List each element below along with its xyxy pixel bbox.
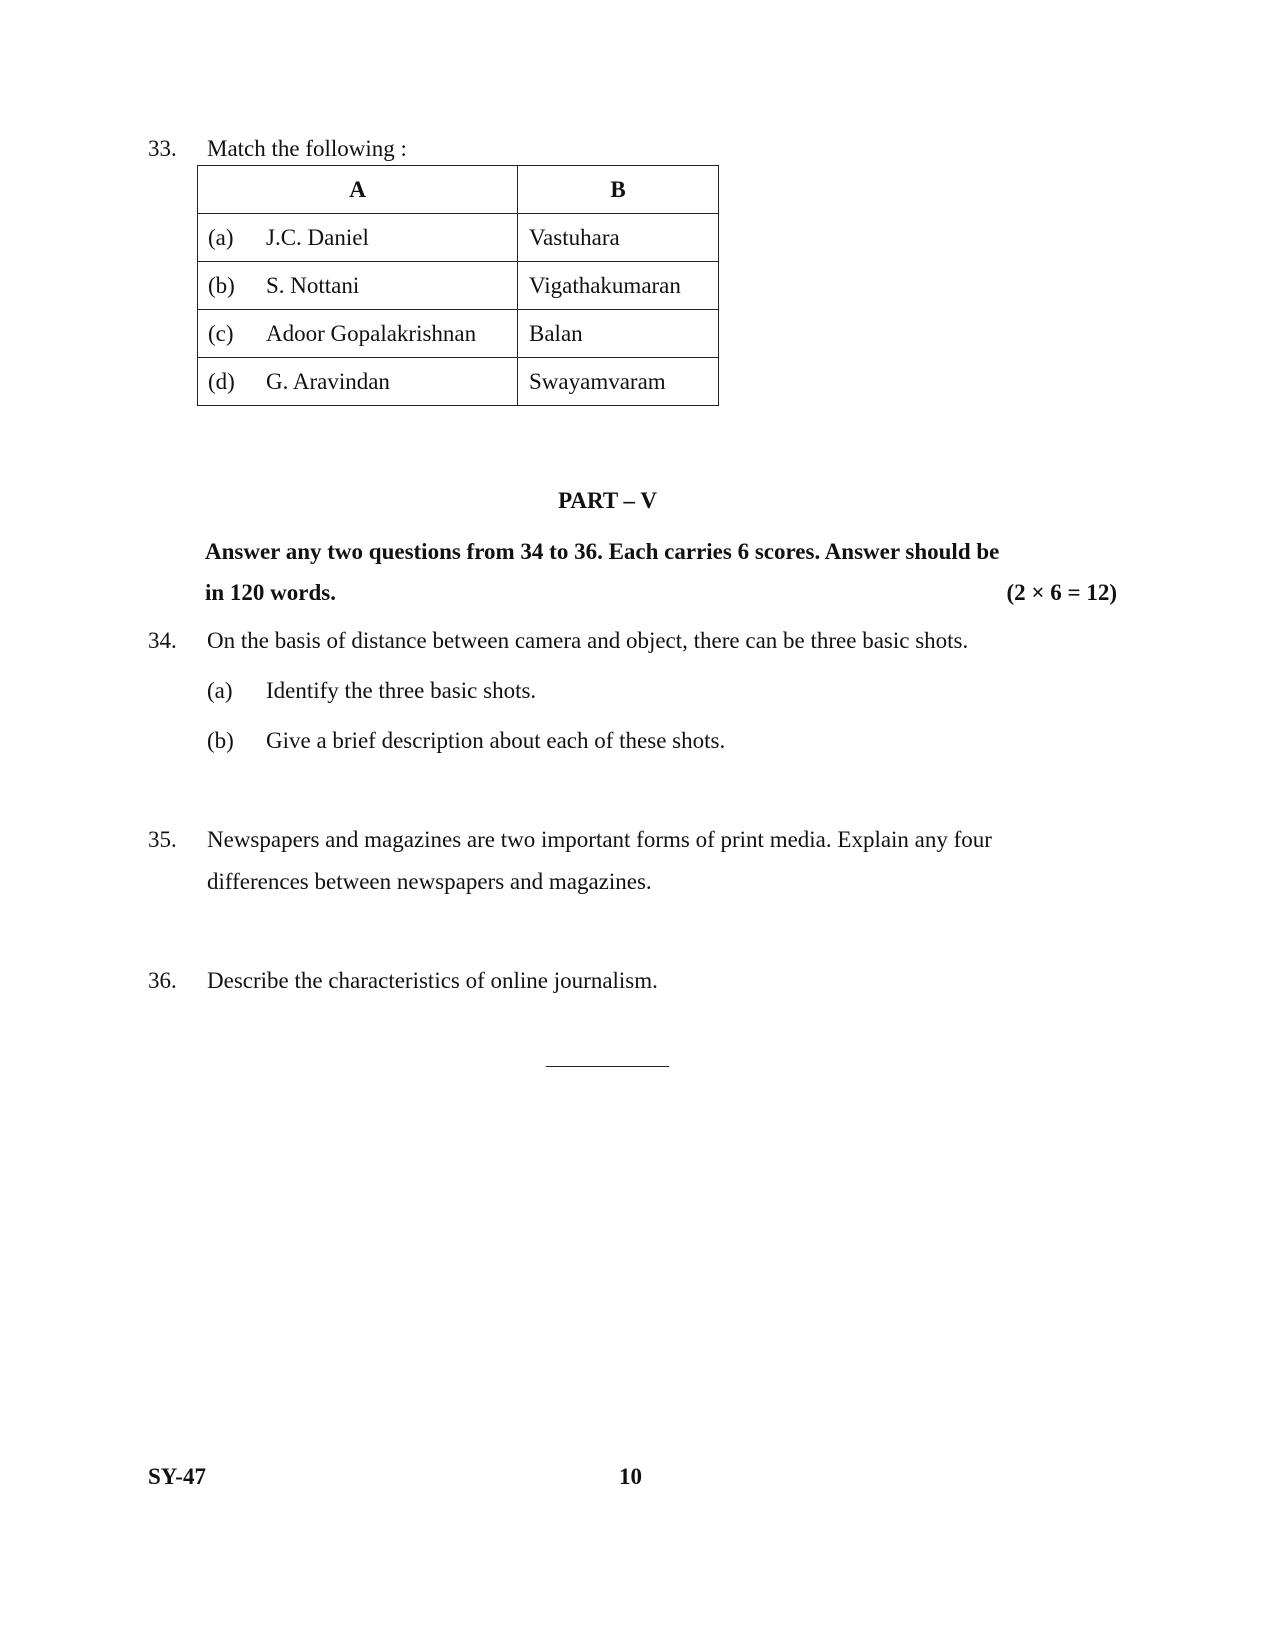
subquestion-text: Identify the three basic shots. — [266, 678, 537, 703]
cell-a — [198, 358, 518, 406]
row-label: (b) — [208, 272, 235, 298]
section-instruction-continued: in 120 words. — [205, 580, 336, 605]
cell-a — [198, 310, 518, 358]
question-number: 35. — [148, 827, 177, 852]
marks-allocation: (2 × 6 = 12) — [1006, 580, 1117, 605]
row-item-b: Balan — [518, 310, 719, 358]
column-header-b: B — [518, 166, 719, 214]
question-number: 34. — [148, 628, 177, 653]
cell-a — [198, 262, 518, 310]
question-text: Describe the characteristics of online journalism. — [207, 968, 658, 993]
subquestion-label: (b) — [207, 728, 234, 753]
column-header-a: A — [198, 166, 518, 214]
subquestion-text: Give a brief description about each of these shots. — [266, 728, 726, 753]
table-row — [198, 262, 719, 310]
table-row — [198, 358, 719, 406]
row-item-a: G. Aravindan — [266, 368, 390, 394]
page-number: 10 — [619, 1464, 642, 1489]
question-text: Newspapers and magazines are two important forms of print media. Explain any four — [207, 827, 992, 852]
question-number: 33. — [148, 136, 177, 161]
match-table — [197, 165, 719, 406]
table-row — [198, 310, 719, 358]
section-instruction: Answer any two questions from 34 to 36. Each carries 6 scores. Answer should be — [205, 539, 1000, 564]
section-title: PART – V — [558, 488, 657, 513]
row-item-b: Vigathakumaran — [518, 262, 719, 310]
paper-code: SY-47 — [148, 1464, 206, 1489]
end-divider — [546, 1066, 669, 1067]
table-row — [198, 214, 719, 262]
cell-a — [198, 214, 518, 262]
table-header-row — [198, 166, 719, 214]
row-label: (d) — [208, 368, 235, 394]
row-item-b: Swayamvaram — [518, 358, 719, 406]
row-item-a: S. Nottani — [266, 272, 360, 298]
row-item-a: Adoor Gopalakrishnan — [266, 320, 477, 346]
row-label: (c) — [208, 320, 234, 346]
question-text: On the basis of distance between camera and object, there can be three basic shots. — [207, 628, 969, 653]
row-item-a: J.C. Daniel — [266, 224, 369, 250]
row-item-b: Vastuhara — [518, 214, 719, 262]
question-text-continued: differences between newspapers and magazines. — [207, 869, 652, 894]
row-label: (a) — [208, 224, 234, 250]
subquestion-label: (a) — [207, 678, 233, 703]
question-prompt: Match the following : — [207, 136, 407, 161]
question-number: 36. — [148, 968, 177, 993]
